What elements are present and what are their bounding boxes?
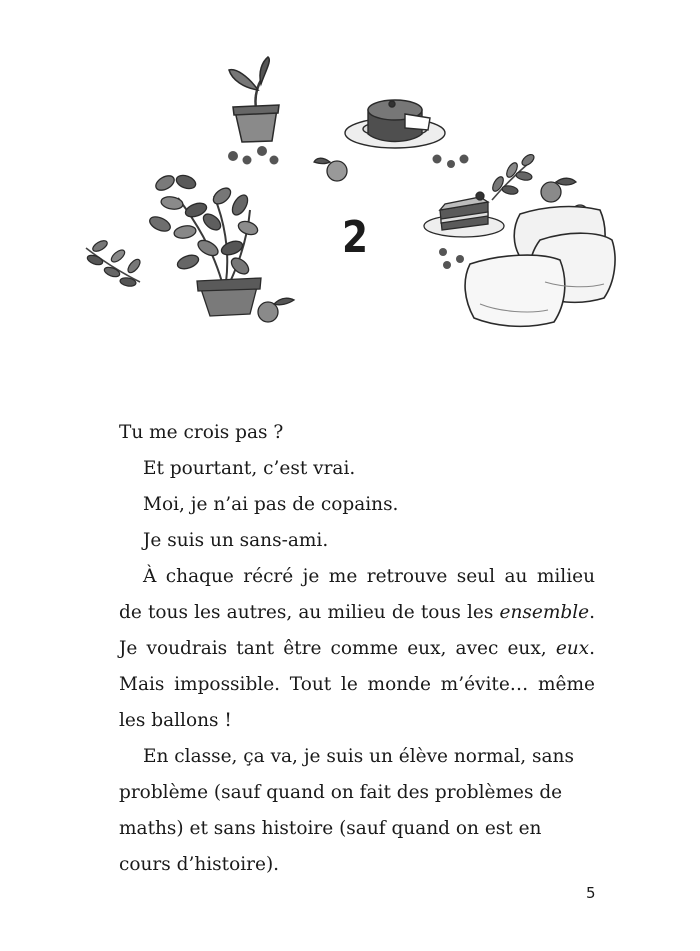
- paragraph: Moi, je n’ai pas de copains.: [143, 494, 399, 515]
- fruit-icon: [314, 158, 347, 181]
- chapter-number: 2: [341, 212, 369, 263]
- seedling-pot-icon: [229, 57, 279, 142]
- paragraph: Je suis un sans-ami.: [143, 530, 329, 551]
- cake-plate-icon: [345, 100, 445, 148]
- body-text: [119, 415, 595, 883]
- bean-dots-icon: [433, 155, 469, 169]
- bean-dots-icon: [228, 146, 279, 165]
- leaf-sprig-icon: [86, 239, 142, 288]
- text-run: . Je voudrais tant être comme eux, avec eux,: [119, 602, 595, 659]
- emphasis: ensemble: [499, 602, 590, 623]
- paragraph: [119, 559, 595, 739]
- cake-slice-icon: [424, 192, 504, 237]
- page-number: 5: [586, 884, 596, 902]
- paragraph: Et pourtant, c’est vrai.: [143, 458, 356, 479]
- text-run: À chaque récré je me retrouve seul au milieu de tous les autres, au milieu de tous les: [119, 566, 595, 623]
- bean-dots-icon: [439, 248, 464, 269]
- text-run: . Mais impossible. Tout le monde m’évite… même les ballons !: [119, 638, 595, 731]
- paragraph: Tu me crois pas ?: [119, 422, 284, 443]
- emphasis: eux: [555, 638, 590, 659]
- paragraph: En classe, ça va, je suis un élève normal, sans problème (sauf quand on fait des problèmes de maths) et sans histoire (sauf quand on est en cours d’histoire).: [119, 746, 574, 875]
- fruit-icon: [258, 298, 294, 322]
- leaf-sprig-icon: [491, 152, 536, 200]
- potted-plant-icon: [147, 173, 261, 316]
- chapter-illustration: [0, 0, 700, 360]
